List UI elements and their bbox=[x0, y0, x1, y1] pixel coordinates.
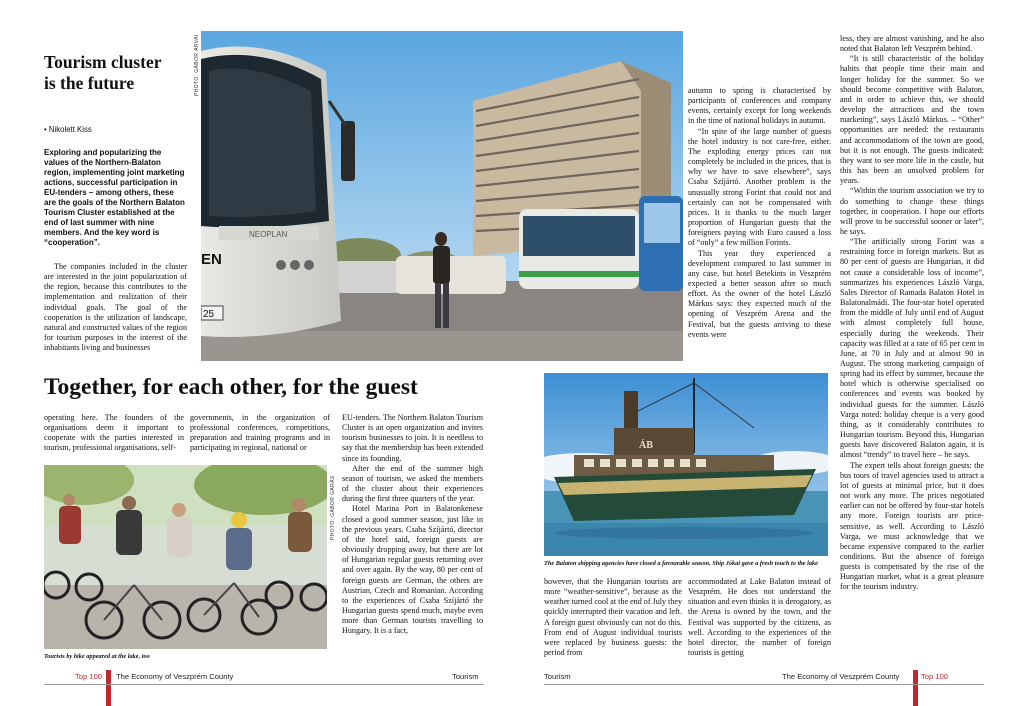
right-footer-section: Tourism bbox=[544, 672, 571, 681]
left-footer-title: The Economy of Veszprém County bbox=[116, 672, 234, 681]
bus-destination-label: EN bbox=[201, 251, 222, 268]
right-column-a-para-1: autumn to spring is characterised by participants of conferences and company events, certainly except for long weekends in the time of national holidays in autumn. bbox=[688, 86, 831, 126]
bus-brand-label: NEOPLAN bbox=[249, 230, 288, 239]
body-column-3-para-3: Hotel Marina Port in Balatonkenese closed a good summer season, just like in the previous years. Csaba Szíjártó, director of the hotel said, foreign guests are obviously dropping away, but there are lot of Hungarian regular guests returning over and over again. By the way, 80 per cent of foreign guests are German, the others are Austrian, Czech and Romanian. According to the experiences of Csaba Szíjártó the Hungarian guests spend much, maybe even more than German tourists travelling to Hungary. It is a fact, bbox=[342, 504, 483, 636]
left-footer-section: Tourism bbox=[452, 672, 479, 681]
left-footer-top100: Top 100 bbox=[75, 672, 103, 681]
body-column-2-text: governments, in the organization of professional conferences, competitions, preparation and training programs and in participating in regional, national or bbox=[190, 413, 330, 453]
photo-credit: PHOTO: GÁBOR ÁRVAI bbox=[194, 34, 200, 96]
right-column-b-para-1: less, they are almost vanishing, and he also noted that Balaton left Veszprém behind. bbox=[840, 34, 984, 54]
body-column-1-text: operating here. The founders of the organisations deem it important to cooperate with the parties interested in tourism, professional organisations, self- bbox=[44, 413, 184, 453]
bike-photo-caption: Tourists by bike appeared at the lake, too bbox=[44, 653, 150, 660]
ship-photo-caption: The Balaton shipping agencies have closed a favourable season. Ship Jókai gave a fresh touch to the lake bbox=[544, 560, 818, 567]
body-column-3-para-1: EU-tenders. The Northern Balaton Tourism Cluster is an open organization and invites tourism businesses to join. It is needless to say that the membership has been extended since its founding. bbox=[342, 413, 483, 463]
bike-photo-illustration bbox=[44, 465, 327, 649]
intro-paragraph bbox=[44, 262, 187, 364]
right-column-a-para-2: “In spite of the large number of guests the hotel industry is not care-free, either. The exploding energy prices can not completely be included in the prices, that is why we have to save elsewhere”, says Csaba Szíjártó. Another problem is the unusually strong Forint that could not and certainly can not be compensated with prices. It is thanks to the much larger proportion of Hungarian guests that the foreigners paying with Euro caused a loss of “only” a few million Forints. bbox=[688, 126, 831, 248]
section-headline-line-1: Tourism cluster bbox=[44, 52, 162, 72]
right-column-b-para-3: “Within the tourism association we try to do something to change these things together, in cooperation. I hope our efforts will prove to be successful sooner or later”, he says. bbox=[840, 186, 984, 236]
right-column-b bbox=[840, 34, 984, 666]
right-column-b-para-5: The expert tells about foreign guests: the bus tours of travel agencies used to attract a lot of guests at minimal price, but it does not work any more. The prices negotiated earlier can not be offered by four-star hotels any more. Foreign tourists are price-sensitive, as well. According to László Varga, we must acknowledge that we became expensive compared to the earlier conditions. But the absence of foreign guests is compensated by the rise of the Hungarian market, what is a great pleasure for the tourism industry. bbox=[840, 460, 984, 592]
right-column-b-para-2: “It is still characteristic of the holiday habits that people time their main and longer holiday for the summer. So we should become competitive with Balaton, and in order to achieve this, we should develop the attractions and the town marketing”, says László Márkus. – “Other” opportunities are needed: the restaurants and accommodations of the town are good, but it is not enough. The guests indicated: they want to see more life in the castle, but this has been an unsolved problem for years. bbox=[840, 54, 984, 186]
photo-credit-2: PHOTO: GÁBOR GARÁS bbox=[330, 475, 336, 540]
ship-photo-illustration bbox=[544, 373, 828, 556]
left-footer-rule bbox=[44, 684, 484, 685]
section-headline bbox=[44, 52, 194, 94]
ship-flag-label: ÁB bbox=[639, 440, 653, 451]
right-column-d-text: accommodated at Lake Balaton instead of Veszprém. He does not understand the situation and even thinks it is derogatory, as the Arena is owned by the town, and the Festival was supported by the citizens, as well. According to the experiences of the hotel director, the number of foreign tourists is getting bbox=[688, 577, 831, 658]
right-footer-top100: Top 100 bbox=[921, 672, 949, 681]
body-column-1 bbox=[44, 413, 184, 455]
right-column-d bbox=[688, 577, 831, 665]
main-headline: Together, for each other, for the guest bbox=[44, 374, 418, 400]
bike-photo bbox=[44, 465, 327, 649]
intro-text: The companies included in the cluster are interested in the joint popularization of the region, because this contributes to the implementation and realization of their individual goals. The goal of the cooperation is the utilization of landscape, natural and constructed values of the region for tourism purposes in the interest of the inhabitants living and businesses bbox=[44, 262, 187, 353]
right-footer-title: The Economy of Veszprém County bbox=[782, 672, 900, 681]
bus-number-label: 25 bbox=[203, 309, 215, 320]
body-column-2 bbox=[190, 413, 330, 455]
body-column-3-para-2: After the end of the summer high season of tourism, we asked the members of the cluster about their experiences during the first three quarters of the year. bbox=[342, 463, 483, 504]
ship-photo bbox=[544, 373, 828, 556]
left-footer-marker bbox=[106, 670, 111, 706]
right-column-c-text: however, that the Hungarian tourists are more “weather-sensitive”, because as the weather turned cool at the end of July they quickly interrupted their vacation and left. A foreign guest obviously can not do this. From end of August individual tourists were replaced by business guests: the period from bbox=[544, 577, 682, 658]
right-footer-rule bbox=[544, 684, 984, 685]
right-column-a bbox=[688, 86, 831, 366]
right-column-b-para-4: “The artificially strong Forint was a restraining force in foreign markets. But as 80 per cent of guests are Hungarian, it did not cause a considerable loss of income”, summarizes his experiences László Varga, Sales Director of Ramada Balaton Hotel in Balatonalmádi. The four-star hotel operated from the middle of July until end of August with almost completely full house, especially during the weekends. Their capacity was filled at a rate of 65 per cent in June, at 70 in July and at almost 90 in August. The strong marketing campaign of spring had its effect by summer, because the hotel which is otherwise specialised on conferences and events was booked by individual guests for the summer. László Varga noted: holiday cheque is a very good thing, as it considerably contributes to Hungarian tourism. Beyond this, Hungarian guests have discovered Balaton again, it is almost “trendy” to travel here – he says. bbox=[840, 237, 984, 460]
byline: • Nikolett Kiss bbox=[44, 125, 92, 134]
section-headline-line-2: is the future bbox=[44, 73, 135, 93]
right-column-a-para-3: This year they experienced a development compared to last summer in any case, but hotel Betekints in Veszprém expected a better season after so much effort. As the owner of the hotel László Márkus says: they expected much of the opening of Veszprém Arena and the Festival, but the guests arriving to these events were bbox=[688, 248, 831, 339]
lead-paragraph: Exploring and popularizing the values of the Northern-Balaton region, implementing joint marketing actions, successful participation in EU-tenders – among others, these are the goals of the Northern Balaton Tourism Cluster established at the end of last summer with nine members. And the key word is “cooperation”. bbox=[44, 148, 185, 247]
right-footer-marker bbox=[913, 670, 918, 706]
right-column-c bbox=[544, 577, 682, 665]
right-page bbox=[512, 0, 1024, 706]
body-column-3 bbox=[342, 413, 483, 666]
